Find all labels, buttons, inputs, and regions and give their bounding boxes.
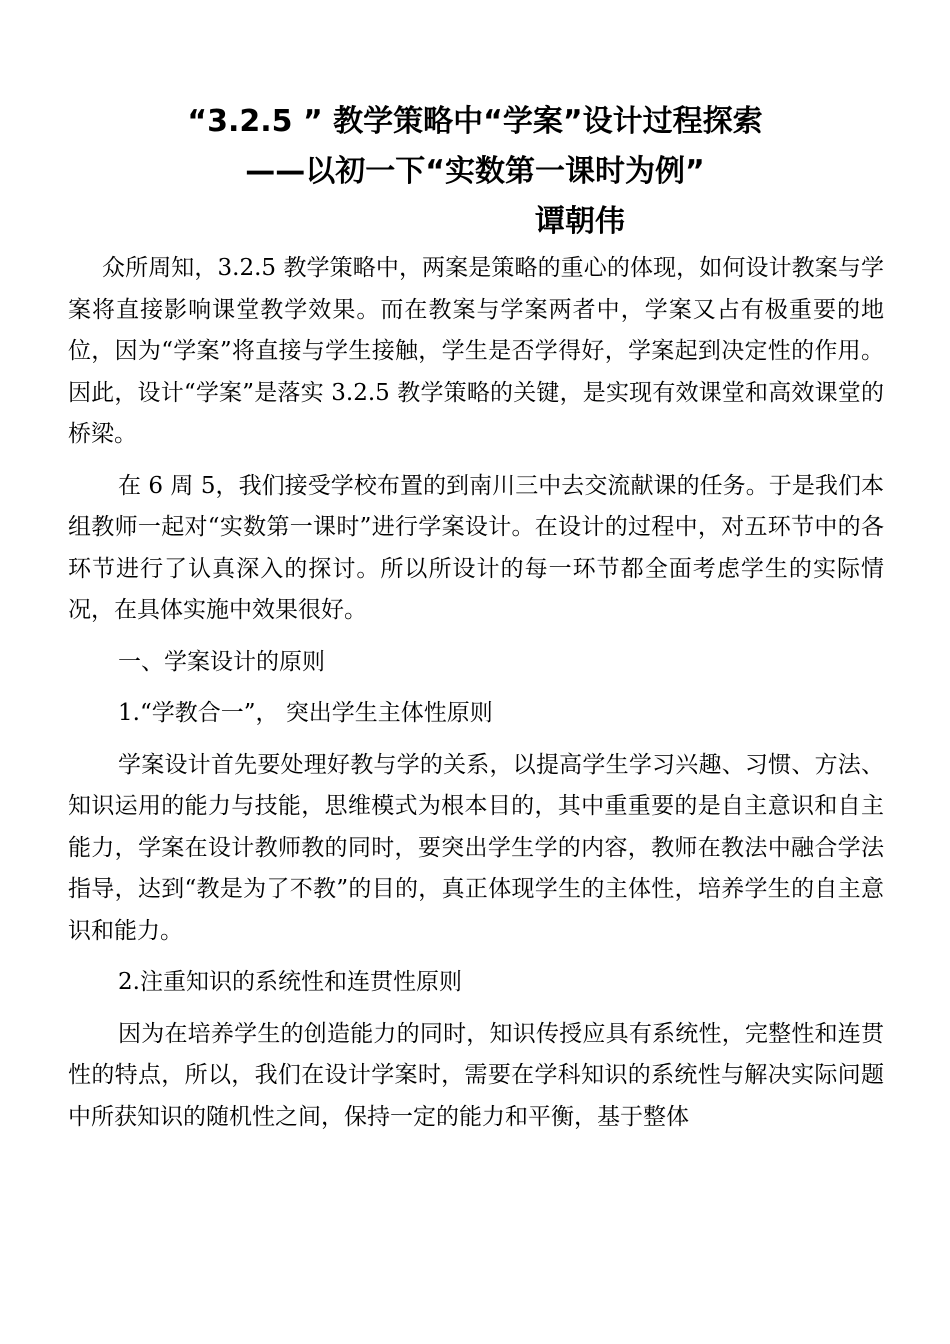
document-subtitle: ——以初一下“实数第一课时为例” (245, 154, 705, 189)
paragraph-principle-2: 因为在培养学生的创造能力的同时，知识传授应具有系统性，完整性和连贯性的特点，所以，我们在设计学案时，需要在学科知识的系统性与解决实际问题中所获知识的随机性之间，保持一定的能力和平衡，基于整体 (68, 1020, 884, 1130)
document-author: 谭朝伟 (535, 204, 625, 239)
paragraph-background: 在 6 周 5，我们接受学校布置的到南川三中去交流献课的任务。于是我们本组教师一起对“实数第一课时”进行学案设计。在设计的过程中，对五环节中的各环节进行了认真深入的探讨。所以所设计的每一环节都全面考虑学生的实际情况，在具体实施中效果很好。 (68, 472, 884, 623)
section-heading: 一、学案设计的原则 (118, 648, 325, 675)
document-body (68, 248, 884, 1138)
subsection-heading-1: 1.“学教合一”， 突出学生主体性原则 (118, 700, 493, 726)
subsection-heading-2: 2.注重知识的系统性和连贯性原则 (118, 969, 462, 995)
paragraph-intro: 众所周知，3.2.5 教学策略中，两案是策略的重心的体现，如何设计教案与学案将直接影响课堂教学效果。而在教案与学案两者中，学案又占有极重要的地位，因为“学案”将直接与学生接触，学生是否学得好，学案起到决定性的作用。因此，设计“学案”是落实 3.2.5 教学策略的关键，是实现有效课堂和高效课堂的桥梁。 (68, 255, 884, 447)
document-title: “3.2.5 ” 教学策略中“学案”设计过程探索 (187, 104, 763, 139)
paragraph-principle-1: 学案设计首先要处理好教与学的关系，以提高学生学习兴趣、习惯、方法、知识运用的能力与技能，思维模式为根本目的，其中重重要的是自主意识和自主能力，学案在设计教师教的同时，要突出学生学的内容，教师在教法中融合学法指导，达到“教是为了不教”的目的，真正体现学生的主体性，培养学生的自主意识和能力。 (68, 751, 884, 944)
